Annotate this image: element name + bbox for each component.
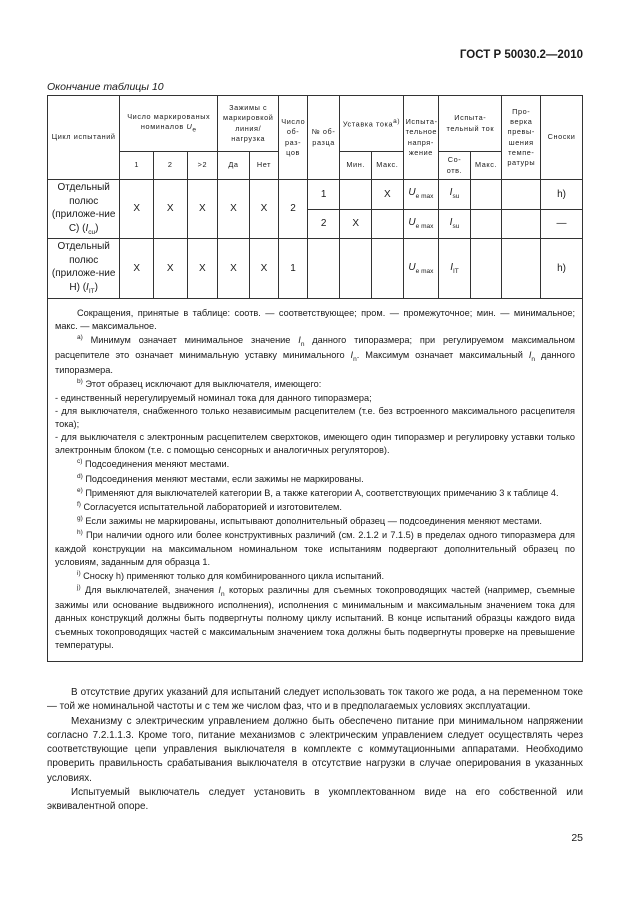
cell-min: X: [340, 209, 372, 239]
head-test-voltage: Испыта-тельное напря-жение: [403, 96, 439, 180]
cell-footnote: h): [541, 180, 583, 210]
cell-samples: 1: [279, 239, 308, 298]
head-setting: Уставка тока$^{a)}$: [340, 96, 403, 152]
head-min: Мин.: [340, 152, 372, 180]
table-notes: [48, 298, 583, 661]
cell-min: [340, 239, 372, 298]
cell-current-max: [470, 239, 502, 298]
cell-footnote: h): [541, 239, 583, 298]
note-b2: - для выключателя, снабженного только независимым расцепителем (т.е. без встроенного максимального расцепителя тока);: [55, 405, 575, 429]
note-h: $^{h)}$ При наличии одного или более конструктивных различий (см. 2.1.2 и 7.1.5) в пределах одного типоразмера для каждой конструкции на максимальном номинальном токе испытаниям подвергают дополнительный образец по условиям, заданным для образца 1.: [55, 529, 575, 567]
cell-sample-no: [307, 239, 340, 298]
cell-samples: 2: [279, 180, 308, 239]
head-temp-check: Про-верка превы-шения темпе-ратуры: [502, 96, 541, 180]
cell-current: $I_{su}$: [439, 209, 471, 239]
note-b1: - единственный нерегулируемый номинал тока для данного типоразмера;: [55, 392, 372, 403]
cell-max: [371, 239, 403, 298]
table-caption: Окончание таблицы 10: [47, 81, 164, 93]
head-corr: Со-отв.: [439, 152, 471, 180]
standard-header: ГОСТ Р 50030.2—2010: [459, 49, 583, 61]
cell-x: X: [249, 180, 279, 239]
cell-x: X: [120, 180, 154, 239]
cell-x: X: [218, 180, 250, 239]
cell-current: $I_{IT}$: [439, 239, 471, 298]
head-samples: Число об-раз-цов: [279, 96, 308, 180]
head-max: Макс.: [371, 152, 403, 180]
cell-x: X: [153, 180, 187, 239]
row-label-it: Отдельный полюс (приложе-ние Н) $(I_{IT})$: [48, 239, 120, 298]
body-paragraph: Механизму с электрическим управлением должно быть обеспечено питание при минимальном напряжении согласно 7.2.1.1.3. Кроме того, питание механизмов с электрическим управлением следует осуществлять через соответствующие цепи управления выключателя в комплекте с коммутационными аппаратами. Необходимо проверить правильность срабатывания выключателя в отсутствие нагрузки в случае оперирования в указанных условиях.: [47, 715, 583, 784]
cell-x: X: [249, 239, 279, 298]
cell-x: X: [120, 239, 154, 298]
note-a: $^{a)}$ Минимум означает минимальное значение $I_n$ данного типоразмера; при регулируемом максимальном расцепителе это означает минимальную уставку минимального $I_n$. Максимум означает максимальный $I_n$ данного типоразмера.: [55, 333, 575, 376]
note-g: $^{g)}$ Если зажимы не маркированы, испытывают дополнительный образец — подсоединения меняют местами.: [77, 515, 542, 527]
note-f: $^{f)}$ Согласуется испытательной лабораторией и изготовителем.: [77, 500, 342, 512]
cell-min: [340, 180, 372, 210]
head-c3: >2: [187, 152, 218, 180]
cell-current: $I_{su}$: [439, 180, 471, 210]
cell-sample-no: 1: [307, 180, 340, 210]
row-label-cu: Отдельный полюс (приложе-ние С) $(I_{cu})$: [48, 180, 120, 239]
head-max2: Макс.: [470, 152, 502, 180]
head-c2: 2: [153, 152, 187, 180]
note-abbr: Сокращения, принятые в таблице: соотв. — соответствующее; пром. — промежуточное; мин. — минимальное; макс. — максимальное.: [55, 307, 575, 331]
note-b: $^{b)}$ Этот образец исключают для выключателя, имеющего:: [77, 378, 322, 390]
note-j: $^{j)}$ Для выключателей, значения $I_n$ которых различны для съемных токопроводящих частей (например, съемные зажимы или основание выдвижного исполнения), исполнения с минимальным и максимальным значением тока для данных конструкций должны быть подвергнуты полному циклу испытаний. В конце испытаний образцы каждого вида съемных токопроводящих частей с максимальным значением тока должны быть подвергнуты проверке на превышение температуры.: [55, 584, 575, 650]
cell-sample-no: 2: [307, 209, 340, 239]
note-e: $^{e)}$ Применяют для выключателей категории В, а также категории А, соответствующих примечанию 3 к таблице 4.: [77, 486, 559, 498]
note-i: $^{i)}$ Сноску h) применяют только для комбинированного цикла испытаний.: [77, 569, 385, 581]
cell-voltage: $U_{e max}$: [403, 180, 439, 210]
head-terminals: Зажимы с маркировкой линия/нагрузка: [218, 96, 279, 152]
cell-current-max: [470, 209, 502, 239]
note-b3: - для выключателя с электронным расцепителем сверхтоков, имеющего один типоразмер и регулировку уставки только электронным блоком (т.е. с помощью сенсорных и аналогичных регуляторов).: [55, 431, 575, 456]
cell-current-max: [470, 180, 502, 210]
test-table: [47, 95, 583, 662]
cell-voltage: $U_{e max}$: [403, 239, 439, 298]
head-no: Нет: [249, 152, 279, 180]
body-paragraph: В отсутствие других указаний для испытаний следует использовать ток такого же рода, а на переменном токе — той же номинальной частоты и с тем же числом фаз, что и в предполагаемых условиях эксплуатации.: [47, 687, 583, 713]
cell-voltage: $U_{e max}$: [403, 209, 439, 239]
head-sample-no: № об-разца: [307, 96, 340, 180]
page-number: 25: [571, 832, 583, 844]
body-text: [47, 686, 583, 814]
cell-x: X: [187, 239, 218, 298]
body-paragraph: Испытуемый выключатель следует установить в укомплектованном виде на его собственной или эквивалентной опоре.: [47, 786, 583, 812]
head-yes: Да: [218, 152, 250, 180]
note-d: $^{d)}$ Подсоединения меняют местами, если зажимы не маркированы.: [77, 472, 364, 484]
head-c1: 1: [120, 152, 154, 180]
cell-x: X: [187, 180, 218, 239]
cell-max: [371, 209, 403, 239]
head-footnotes: Сноски: [541, 96, 583, 180]
cell-max: X: [371, 180, 403, 210]
head-rated-currents: Число маркированых номиналов $U_e$: [120, 96, 218, 152]
cell-temp: [502, 209, 541, 239]
cell-footnote: —: [541, 209, 583, 239]
cell-x: X: [153, 239, 187, 298]
cell-temp: [502, 239, 541, 298]
cell-x: X: [218, 239, 250, 298]
cell-temp: [502, 180, 541, 210]
head-cycle: Цикл испытаний: [48, 96, 120, 180]
note-c: $^{c)}$ Подсоединения меняют местами.: [77, 458, 230, 470]
head-test-current: Испыта-тельный ток: [439, 96, 502, 152]
